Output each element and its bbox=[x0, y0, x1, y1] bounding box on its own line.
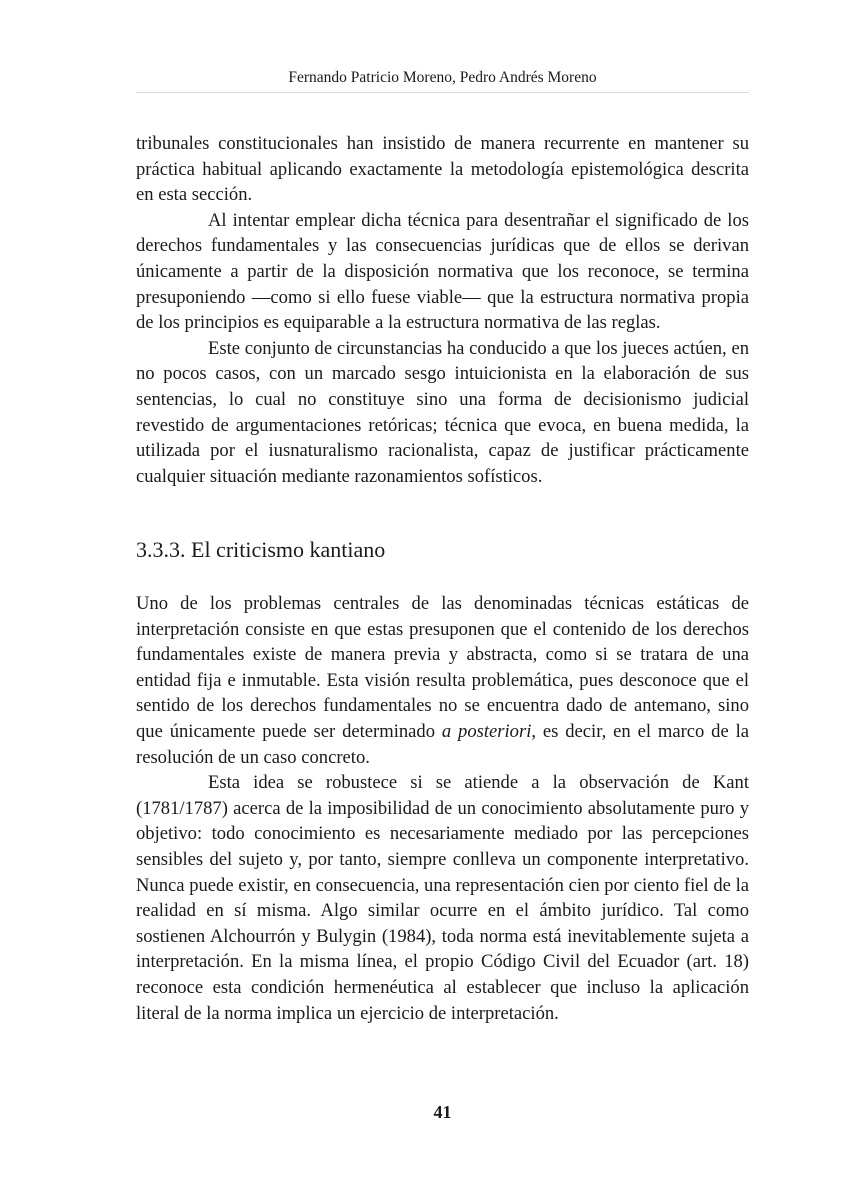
text-block-top bbox=[136, 131, 749, 489]
section-heading: 3.3.3. El criticismo kantiano bbox=[136, 537, 386, 562]
page-number: 41 bbox=[433, 1102, 452, 1122]
paragraph: Este conjunto de circunstancias ha conducido a que los jueces actúen, en no pocos casos, con un marcado sesgo intuicionista en la elaboración de sus sentencias, lo cual no constituye sino una forma de decisionismo judicial revestido de argumentaciones retóricas; técnica que evoca, en buena medida, la utilizada por el iusnaturalismo racionalista, capaz de justificar prácticamente cualquier situación mediante razonamientos sofísticos. bbox=[136, 337, 749, 487]
running-header: Fernando Patricio Moreno, Pedro Andrés Moreno bbox=[288, 69, 597, 86]
paragraph bbox=[136, 591, 749, 770]
italic-term: a posteriori bbox=[441, 720, 532, 742]
paragraph-continuation: tribunales constitucionales han insistido de manera recurrente en mantener su práctica habitual aplicando exactamente la metodología epistemológica descrita en esta sección. bbox=[136, 133, 749, 206]
paragraph-text: , es decir, en el marco de la resolución de un caso concreto. bbox=[136, 720, 749, 768]
paragraph-text: Uno de los problemas centrales de las denominadas técnicas estáticas de interpretación consiste en que estas presuponen que el contenido de los derechos fundamentales existe de manera previa y abstracta, como si se tratara de una entidad fija e inmutable. Esta visión resulta problemática, pues desconoce que el sentido de los derechos fundamentales no se encuentra dado de antemano, sino que únicamente puede ser determinado bbox=[136, 593, 749, 742]
header-divider bbox=[136, 92, 749, 93]
paragraph: Al intentar emplear dicha técnica para desentrañar el significado de los derechos fundamentales y las consecuencias jurídicas que de ellos se derivan únicamente a partir de la disposición normativa que los reconoce, se termina presuponiendo —como si ello fuese viable— que la estructura normativa propia de los principios es equiparable a la estructura normativa de las reglas. bbox=[136, 209, 749, 334]
text-block-section bbox=[136, 591, 749, 1026]
paragraph: Esta idea se robustece si se atiende a la observación de Kant (1781/1787) acerca de la imposibilidad de un conocimiento absolutamente puro y objetivo: todo conocimiento es necesariamente mediado por las percepciones sensibles del sujeto y, por tanto, siempre conlleva un componente interpretativo. Nunca puede existir, en consecuencia, una representación cien por ciento fiel de la realidad en sí misma. Algo similar ocurre en el ámbito jurídico. Tal como sostienen Alchourrón y Bulygin (1984), toda norma está inevitablemente sujeta a interpretación. En la misma línea, el propio Código Civil del Ecuador (art. 18) reconoce esta condición hermenéutica al establecer que incluso la aplicación literal de la norma implica un ejercicio de interpretación. bbox=[136, 772, 749, 1024]
